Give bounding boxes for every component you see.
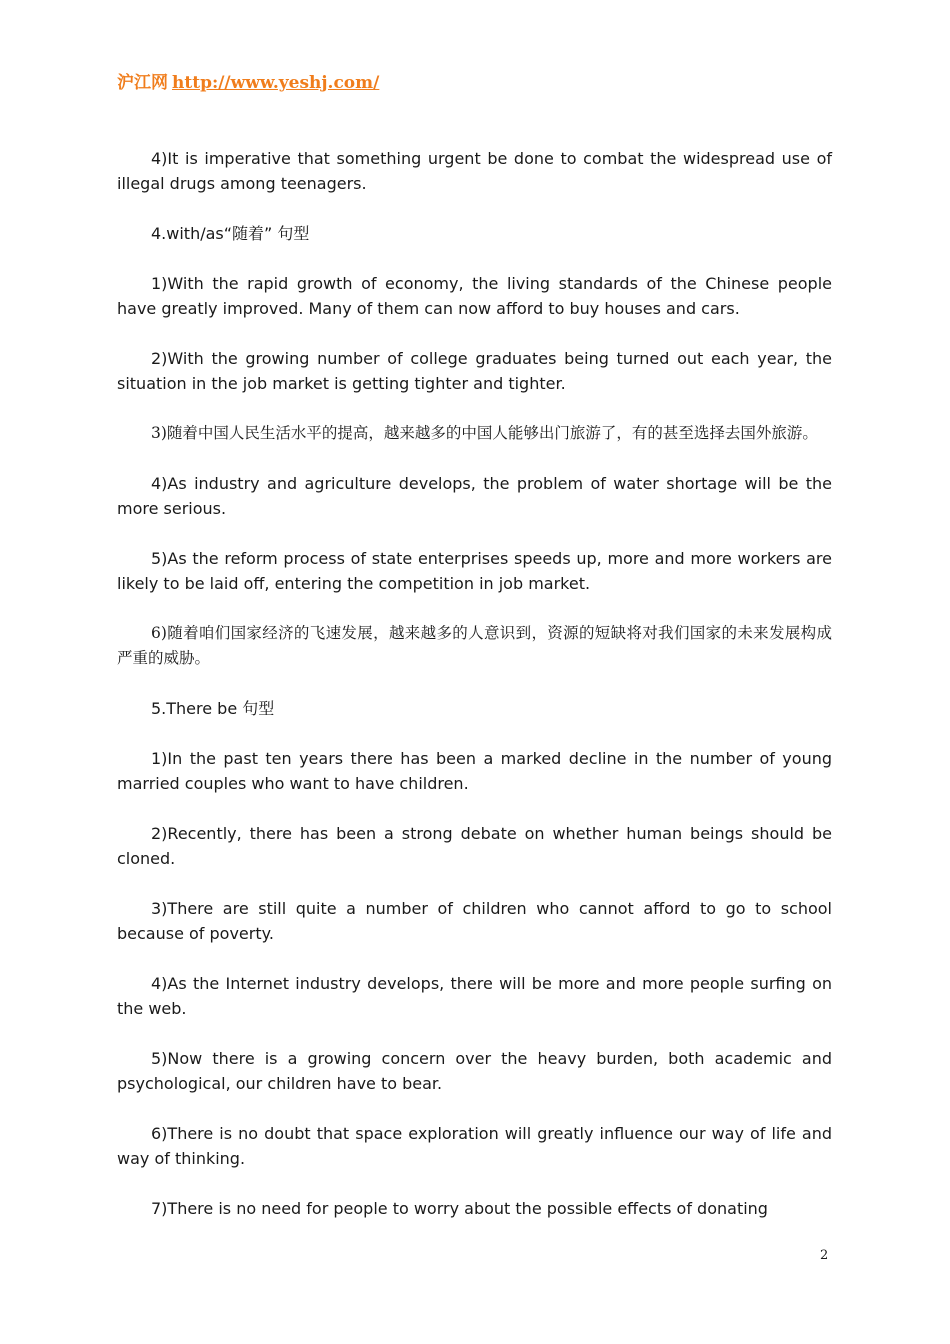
paragraph: 5)Now there is a growing concern over the heavy burden, both academic and psychological, our children have to bear. [117,1049,832,1093]
site-url-link[interactable]: http://www.yeshj.com/ [172,73,380,93]
section-heading: 4.with/as“随着” 句型 [151,224,310,243]
paragraph: 6)随着咱们国家经济的飞速发展，越来越多的人意识到，资源的短缺将对我们国家的未来发展构成严重的威胁。 [117,624,832,667]
paragraph: 1)With the rapid growth of economy, the living standards of the Chinese people have greatly improved. Many of them can now afford to buy houses and cars. [117,274,832,318]
paragraph: 1)In the past ten years there has been a marked decline in the number of young married couples who want to have children. [117,749,832,793]
paragraph: 7)There is no need for people to worry about the possible effects of donating [151,1199,768,1218]
paragraph: 6)There is no doubt that space exploration will greatly influence our way of life and way of thinking. [117,1124,832,1168]
section-heading: 5.There be 句型 [151,699,275,718]
paragraph: 3)There are still quite a number of children who cannot afford to go to school because of poverty. [117,899,832,943]
paragraph: 4)It is imperative that something urgent be done to combat the widespread use of illegal drugs among teenagers. [117,149,832,193]
paragraph: 2)Recently, there has been a strong debate on whether human beings should be cloned. [117,824,832,868]
paragraph: 3)随着中国人民生活水平的提高，越来越多的中国人能够出门旅游了，有的甚至选择去国外旅游。 [151,424,818,442]
paragraph: 4)As industry and agriculture develops, the problem of water shortage will be the more serious. [117,474,832,518]
site-name: 沪江网 [117,73,168,93]
paragraph: 5)As the reform process of state enterprises speeds up, more and more workers are likely to be laid off, entering the competition in job market. [117,549,832,593]
paragraph: 2)With the growing number of college graduates being turned out each year, the situation in the job market is getting tighter and tighter. [117,349,832,393]
page-header [117,68,379,93]
paragraph: 4)As the Internet industry develops, there will be more and more people surfing on the web. [117,974,832,1018]
document-body [117,146,832,1246]
page-number: 2 [820,1248,829,1263]
